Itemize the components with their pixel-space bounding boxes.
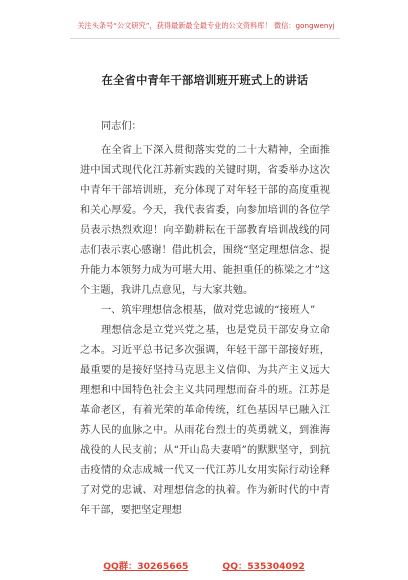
section-heading: 一、筑牢理想信念根基，做对党忠诚的“接班人”	[101, 305, 316, 316]
header-divider	[70, 38, 340, 39]
qq-contact-link[interactable]: QQ：535304092	[222, 561, 305, 572]
greeting: 同志们：	[101, 121, 142, 132]
footer-contacts	[0, 558, 408, 580]
section-paragraph: 理想信念是立党兴党之基，也是党员干部安身立命之本。习近平总书记多次强调，年轻干部干部接好班，最重要的是接好坚持马克思主义信仰、为共产主义远大理想和中国特色社会主义共同理想而奋斗的班。江苏是革命老区，有着光荣的革命传统，红色基因早已融入江苏人民的血脉之中。从雨花台烈士的英勇就义，到淮海战役的人民支前；从“开山岛夫妻哨”的默默坚守，到抗击疫情的众志成城一代又一代江苏儿女用实际行动诠释了对党的忠诚、对理想信念的执着。作为新时代的中青年干部，要把坚定理想	[80, 325, 330, 516]
header-banner: 关注头条号“公文研究”，获得最新最全最专业的公文资料库！ 微信：gongwenyj	[77, 21, 335, 30]
document-body	[80, 117, 330, 521]
document-title: 在全省中青年干部培训班开班式上的讲话	[101, 74, 309, 87]
intro-paragraph: 在全省上下深入贯彻落实党的二十大精神，全面推进中国式现代化江苏新实践的关键时期，省委举办这次中青年干部培训班，充分体现了对年轻干部的高度重视和关心厚爱。今天，我代表省委，向参加培训的各位学员表示热烈欢迎！向辛勤耕耘在干部教育培训战线的同志们表示衷心感谢！借此机会，围绕“坚定理想信念、提升能力本领努力成为可堪大用、能担重任的栋梁之才”这个主题，我讲几点意见，与大家共勉。	[80, 145, 330, 296]
qq-group-link[interactable]: QQ群：30265665	[103, 561, 189, 572]
